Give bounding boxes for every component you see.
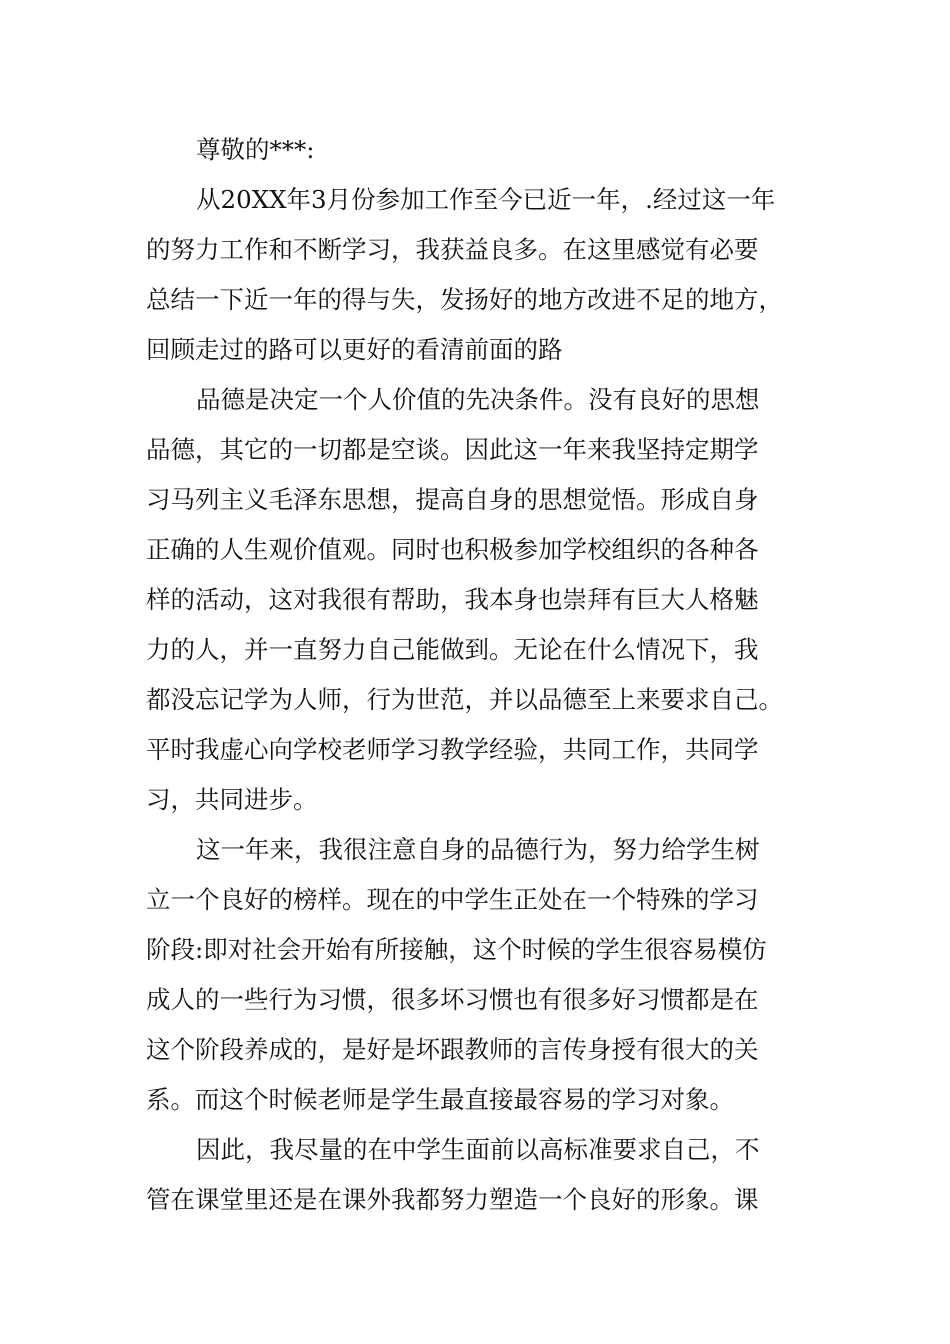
text-line: 习，共同进步。 bbox=[146, 785, 318, 814]
text-line: 力的人，并一直努力自己能做到。无论在什么情况下，我 bbox=[146, 635, 759, 664]
text-line: 都没忘记学为人师，行为世范，并以品德至上来要求自己。 bbox=[146, 685, 783, 714]
text-line: 管在课堂里还是在课外我都努力塑造一个良好的形象。课 bbox=[146, 1185, 759, 1214]
text-line: 这一年来，我很注意自身的品德行为，努力给学生树 bbox=[196, 835, 760, 864]
text-line: 习马列主义毛泽东思想，提高自身的思想觉悟。形成自身 bbox=[146, 485, 759, 514]
text-line: 阶段:即对社会开始有所接触，这个时候的学生很容易模仿 bbox=[146, 935, 767, 964]
text-line: 系。而这个时候老师是学生最直接最容易的学习对象。 bbox=[146, 1085, 734, 1114]
text-line: 平时我虚心向学校老师学习教学经验，共同工作，共同学 bbox=[146, 735, 759, 764]
text-line: 因此，我尽量的在中学生面前以高标准要求自己，不 bbox=[196, 1135, 760, 1164]
text-line: 总结一下近一年的得与失，发扬好的地方改进不足的地方， bbox=[146, 285, 783, 314]
text-line: 从20XX年3月份参加工作至今已近一年，.经过这一年 bbox=[196, 185, 776, 214]
text-line: 的努力工作和不断学习，我获益良多。在这里感觉有必要 bbox=[146, 235, 759, 264]
text-line: 回顾走过的路可以更好的看清前面的路 bbox=[146, 335, 563, 364]
text-line: 样的活动，这对我很有帮助，我本身也崇拜有巨大人格魅 bbox=[146, 585, 759, 614]
text-line: 正确的人生观价值观。同时也积极参加学校组织的各种各 bbox=[146, 535, 759, 564]
text-line: 成人的一些行为习惯，很多坏习惯也有很多好习惯都是在 bbox=[146, 985, 759, 1014]
text-line: 品德，其它的一切都是空谈。因此这一年来我坚持定期学 bbox=[146, 435, 759, 464]
text-line: 品德是决定一个人价值的先决条件。没有良好的思想 bbox=[196, 385, 760, 414]
text-line: 立一个良好的榜样。现在的中学生正处在一个特殊的学习 bbox=[146, 885, 759, 914]
salutation: 尊敬的***: bbox=[196, 135, 315, 164]
text-line: 这个阶段养成的，是好是坏跟教师的言传身授有很大的关 bbox=[146, 1035, 759, 1064]
